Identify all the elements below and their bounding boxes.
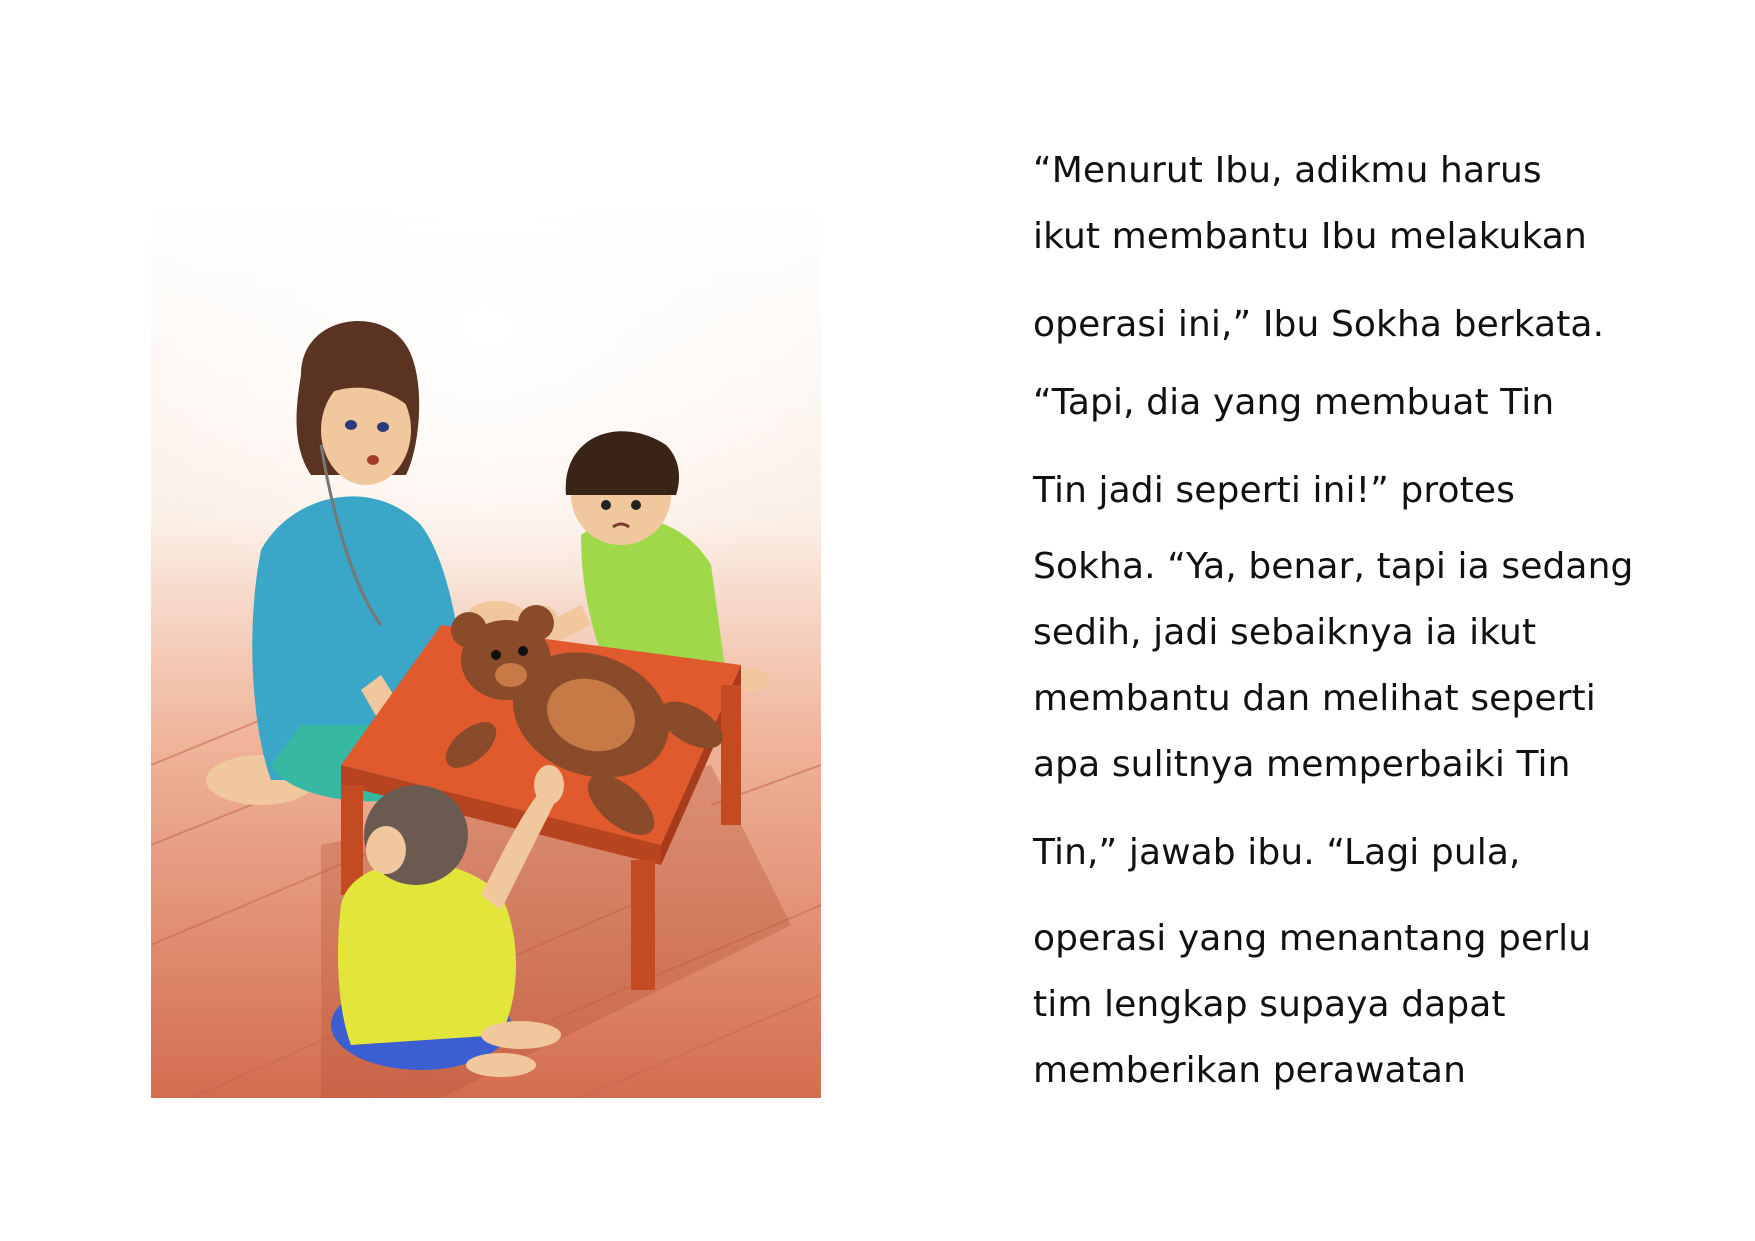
table-leg <box>721 685 741 825</box>
story-line: “Menurut Ibu, adikmu harus <box>1033 150 1542 191</box>
story-line: memberikan perawatan <box>1033 1050 1466 1091</box>
story-line: membantu dan melihat seperti <box>1033 678 1596 719</box>
bear-eye <box>518 646 528 656</box>
mother-eye <box>377 422 389 432</box>
child-green-eye <box>631 500 641 510</box>
illustration-canvas <box>151 205 821 1098</box>
story-line: operasi yang menantang perlu <box>1033 918 1592 959</box>
story-line: Sokha. “Ya, benar, tapi ia sedang <box>1033 546 1634 587</box>
mother-eye <box>345 420 357 430</box>
story-line: Tin jadi seperti ini!” protes <box>1033 470 1515 511</box>
bear-ear <box>451 612 487 648</box>
child-yellow-leg <box>481 1021 561 1049</box>
story-line: apa sulitnya memperbaiki Tin <box>1033 744 1571 785</box>
story-line: ikut membantu Ibu melakukan <box>1033 216 1587 257</box>
bear-ear <box>518 605 554 641</box>
child-green-eye <box>601 500 611 510</box>
story-illustration <box>151 205 821 1098</box>
child-yellow-foot <box>466 1053 536 1077</box>
story-line: “Tapi, dia yang membuat Tin <box>1033 382 1555 423</box>
story-line: Tin,” jawab ibu. “Lagi pula, <box>1033 832 1521 873</box>
story-line: sedih, jadi sebaiknya ia ikut <box>1033 612 1537 653</box>
mother-mouth <box>367 455 379 465</box>
table-leg <box>631 860 655 990</box>
story-line: tim lengkap supaya dapat <box>1033 984 1506 1025</box>
child-yellow-hand <box>534 765 564 805</box>
child-yellow-ear <box>366 826 406 874</box>
bear-muzzle <box>495 663 527 687</box>
story-line: operasi ini,” Ibu Sokha berkata. <box>1033 304 1605 345</box>
bear-eye <box>491 650 501 660</box>
